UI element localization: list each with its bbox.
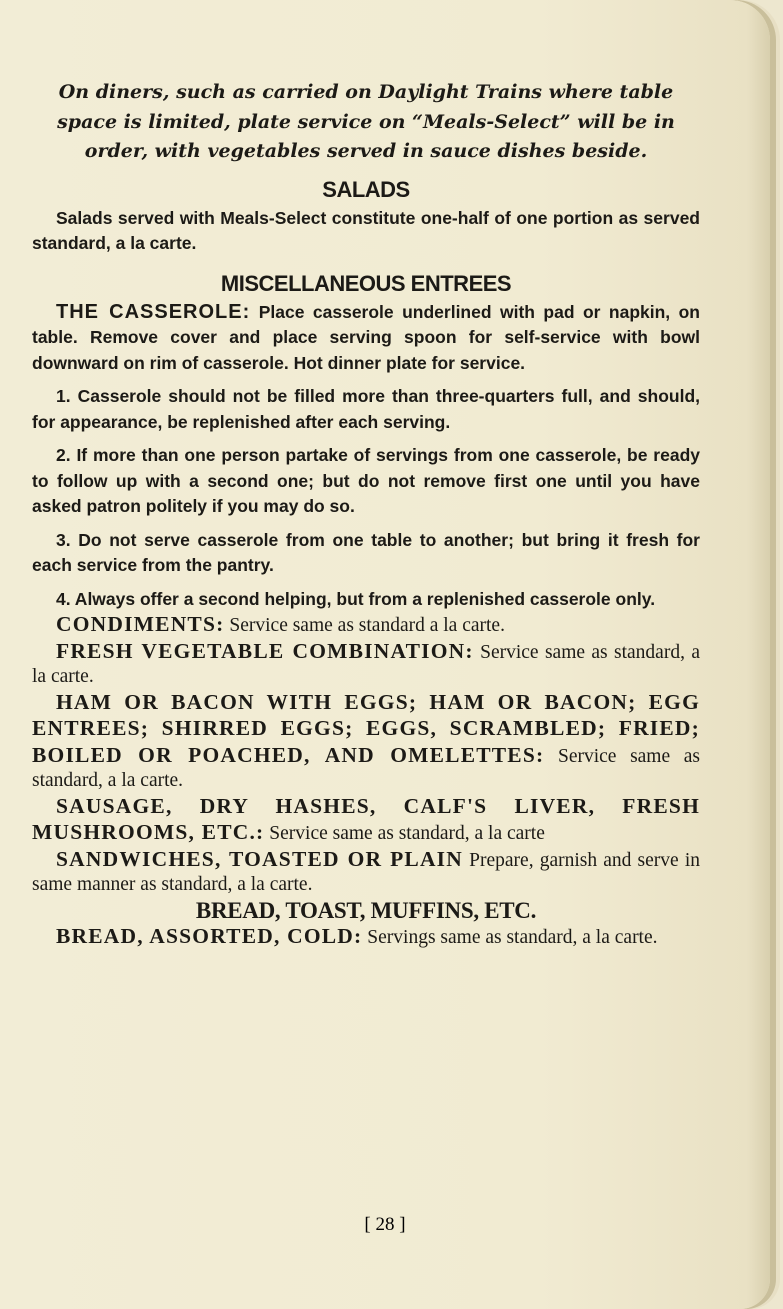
entry-text: Service same as standard a la carte. (229, 615, 505, 636)
ham-bacon-eggs-entry (32, 690, 700, 794)
sausage-hashes-entry (32, 794, 700, 847)
casserole-rule-2: 2. If more than one person partake of servings from one casserole, be ready to follow up with a second one; but do not remove first one until you have asked patron politely if you may do so. (32, 445, 700, 516)
entry-text: Service same as standard, a la carte (269, 823, 545, 844)
casserole-rule-1: 1. Casserole should not be filled more than three-quarters full, and should, for appearance, be replenished after each serving. (32, 386, 700, 432)
entry-label: BREAD, ASSORTED, COLD: (56, 923, 363, 948)
casserole-rule-4: 4. Always offer a second helping, but from a replenished casserole only. (56, 588, 656, 609)
intro-paragraph: On diners, such as carried on Daylight Trains where table space is limited, plate service on “Meals-Select” will be in order, with vegetables served in sauce dishes beside. (57, 81, 675, 162)
casserole-text: Place casserole underlined with pad or napkin, on table. Remove cover and place serving spoon for self-service with bowl downward on rim of casserole. Hot dinner plate for service. (32, 301, 700, 373)
entry-label: SANDWICHES, TOASTED OR PLAIN (56, 846, 463, 871)
entry-text: Servings same as standard, a la carte. (367, 926, 658, 948)
casserole-label: THE CASSEROLE: (56, 300, 251, 323)
entry-label: CONDIMENTS: (56, 612, 225, 636)
sandwiches-entry (32, 847, 700, 898)
vegetable-combination-entry (32, 639, 700, 690)
condiments-entry (32, 612, 700, 639)
casserole-rule-3: 3. Do not serve casserole from one table to another; but bring it fresh for each service from the pantry. (32, 529, 700, 575)
salads-heading: SALADS (322, 176, 410, 202)
bread-heading: BREAD, TOAST, MUFFINS, ETC. (195, 897, 537, 923)
entry-text: Service same as standard, a la carte. (32, 641, 700, 687)
entry-label: HAM OR BACON WITH EGGS; HAM OR BACON; EGG ENTREES; SHIRRED EGGS; EGGS, SCRAMBLED; FRIED; BOILED OR POACHED, AND OMELETTES: (32, 689, 700, 767)
bread-entry (32, 924, 700, 951)
entry-text: Service same as standard, a la carte. (32, 745, 700, 791)
page-number: [ 28 ] (364, 1214, 406, 1235)
page-content (32, 78, 700, 950)
misc-entrees-heading: MISCELLANEOUS ENTREES (220, 270, 512, 296)
salads-paragraph: Salads served with Meals-Select constitute one-half of one portion as served standard, a la carte. (32, 207, 700, 253)
entry-label: FRESH VEGETABLE COMBINATION: (56, 638, 474, 663)
casserole-paragraph (32, 300, 700, 377)
entry-text: Prepare, garnish and serve in same manner as standard, a la carte. (32, 849, 701, 895)
entry-label: SAUSAGE, DRY HASHES, CALF'S LIVER, FRESH MUSHROOMS, ETC.: (32, 793, 700, 844)
